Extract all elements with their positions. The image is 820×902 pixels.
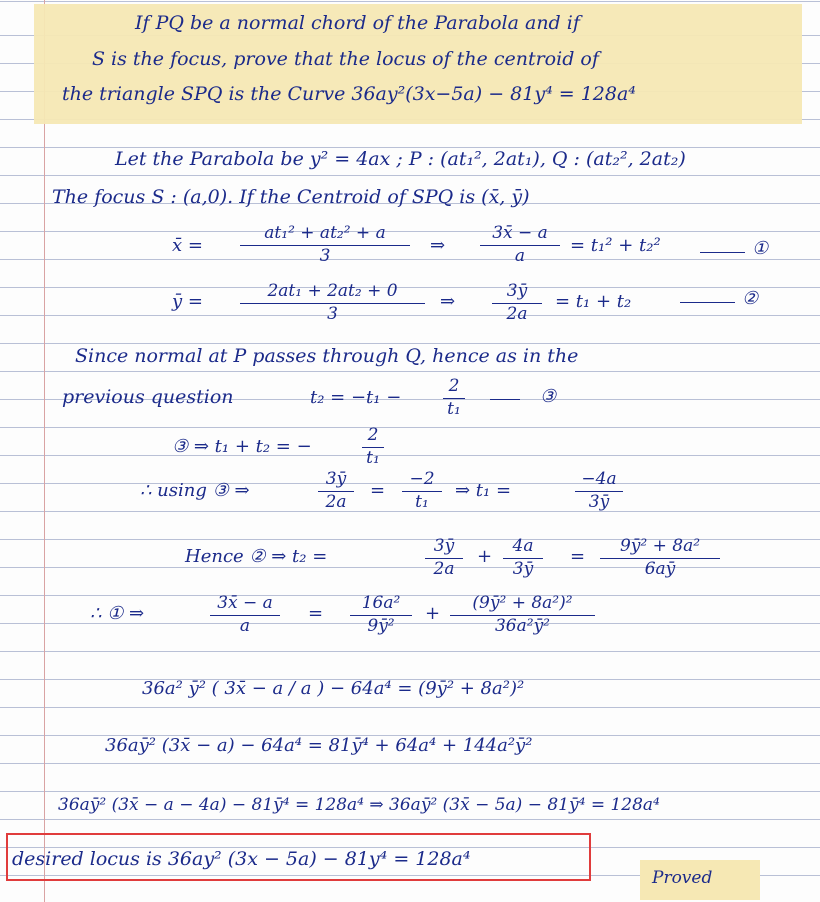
eq1-tag: ① [752, 238, 769, 259]
eq5-numerator-2: −2 [409, 469, 435, 489]
eq5-denominator-2: t₁ [415, 491, 429, 512]
eq3-denominator: t₁ [447, 398, 461, 419]
solution-line-normal: Since normal at P passes through Q, hence as in the [75, 345, 579, 367]
eq6-fraction-2 [503, 537, 543, 579]
eq7-denominator-3: 36a²ȳ² [494, 615, 550, 636]
eq9-line: 36aȳ² (3x̄ − a) − 64a⁴ = 81ȳ⁴ + 64a⁴ + 144a²ȳ² [105, 735, 533, 756]
eq1-numerator: at₁² + at₂² + a [264, 223, 386, 243]
eq7-plus: + [425, 603, 441, 624]
eq6-fraction-3 [600, 537, 720, 579]
eq6-fraction [425, 537, 463, 579]
eq5-prefix: ∴ using ③ ⇒ [140, 480, 250, 501]
eq6-denominator-3: 6aȳ [644, 558, 676, 579]
eq4-fraction [362, 426, 384, 468]
final-result-line: desired locus is 36ay² (3x − 5a) − 81y⁴ = 128a⁴ [12, 848, 471, 870]
problem-line-2: S is the focus, prove that the locus of the centroid of [92, 48, 599, 70]
eq2-lhs: ȳ = [172, 291, 203, 312]
eq1-denominator: 3 [319, 245, 331, 266]
eq4-numerator: 2 [367, 425, 379, 445]
eq1-fraction [240, 224, 410, 266]
problem-line-1: If PQ be a normal chord of the Parabola and if [135, 12, 580, 34]
eq1-denominator-2: a [514, 245, 526, 266]
eq7-denominator: a [239, 615, 251, 636]
eq6-prefix: Hence ② ⇒ t₂ = [185, 546, 328, 567]
solution-line-parabola: Let the Parabola be y² = 4ax ; P : (at₁², 2at₁), Q : (at₂², 2at₂) [115, 148, 686, 170]
eq6-numerator-2: 4a [512, 536, 534, 556]
eq5-denominator: 2a [325, 491, 347, 512]
eq7-equals: = [308, 603, 324, 624]
eq1-numerator-2: 3x̄ − a [492, 223, 548, 243]
eq6-numerator: 3ȳ [433, 536, 455, 556]
problem-line-3: the triangle SPQ is the Curve 36ay²(3x−5a) − 81y⁴ = 128a⁴ [62, 83, 636, 105]
eq1-rhs: = t₁² + t₂² [570, 235, 661, 256]
eq6-denominator-2: 3ȳ [512, 558, 534, 579]
eq5-numerator-3: −4a [581, 469, 617, 489]
eq7-numerator-3: (9ȳ² + 8a²)² [472, 593, 573, 613]
eq3-fraction [443, 377, 465, 419]
eq7-fraction [210, 594, 280, 636]
eq6-denominator: 2a [433, 558, 455, 579]
eq5-numerator: 3ȳ [325, 469, 347, 489]
eq1-tag-line [700, 252, 745, 253]
eq6-numerator-3: 9ȳ² + 8a² [619, 536, 701, 556]
eq1-lhs: x̄ = [172, 235, 203, 256]
eq3-text: t₂ = −t₁ − [310, 387, 402, 408]
eq5-fraction-3 [575, 470, 623, 512]
eq7-prefix: ∴ ① ⇒ [90, 603, 145, 624]
eq6-equals: = [570, 546, 586, 567]
eq5-arrow: ⇒ t₁ = [455, 480, 512, 501]
eq2-rhs: = t₁ + t₂ [555, 291, 632, 312]
eq3-tag: ③ [540, 386, 557, 407]
eq7-fraction-2 [350, 594, 412, 636]
eq7-denominator-2: 9ȳ² [367, 615, 395, 636]
eq2-tag: ② [742, 288, 759, 309]
eq2-numerator-2: 3ȳ [506, 281, 528, 301]
eq5-equals: = [370, 480, 386, 501]
eq7-numerator-2: 16a² [361, 593, 401, 613]
eq4-text: ③ ⇒ t₁ + t₂ = − [172, 436, 312, 457]
eq7-fraction-3 [450, 594, 595, 636]
eq8-line: 36a² ȳ² ( 3x̄ − a / a ) − 64a⁴ = (9ȳ² + 8a²)² [142, 678, 525, 699]
eq1-fraction-2 [480, 224, 560, 266]
eq2-denominator-2: 2a [506, 303, 528, 324]
eq3-numerator: 2 [448, 376, 460, 396]
eq4-denominator: t₁ [366, 447, 380, 468]
eq5-denominator-3: 3ȳ [588, 491, 610, 512]
eq10-line: 36aȳ² (3x̄ − a − 4a) − 81ȳ⁴ = 128a⁴ ⇒ 36aȳ² (3x̄ − 5a) − 81ȳ⁴ = 128a⁴ [58, 795, 660, 815]
solution-line-focus: The focus S : (a,0). If the Centroid of SPQ is (x̄, ȳ) [52, 186, 530, 208]
eq2-numerator: 2at₁ + 2at₂ + 0 [267, 281, 398, 301]
eq2-denominator: 3 [327, 303, 338, 324]
eq2-fraction-2 [492, 282, 542, 324]
eq3-tag-line [490, 399, 520, 400]
eq6-plus: + [477, 546, 493, 567]
eq1-arrow: ⇒ [430, 235, 446, 256]
eq5-fraction [318, 470, 354, 512]
solution-line-previous: previous question [62, 386, 234, 408]
eq2-fraction [240, 282, 425, 324]
margin-line [44, 0, 45, 902]
proved-label: Proved [652, 868, 713, 888]
eq7-numerator: 3x̄ − a [217, 593, 273, 613]
eq2-arrow: ⇒ [440, 291, 456, 312]
eq5-fraction-2 [402, 470, 442, 512]
eq2-tag-line [680, 302, 735, 303]
